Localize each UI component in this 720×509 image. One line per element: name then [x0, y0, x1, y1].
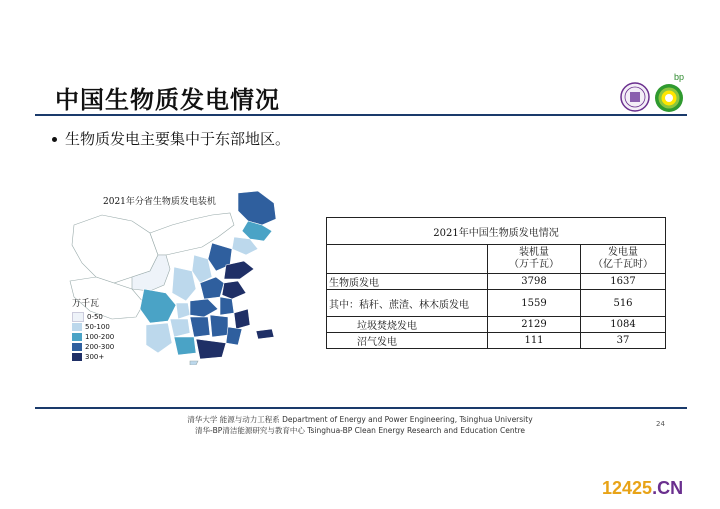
- table-caption: 2021年中国生物质发电情况: [327, 218, 666, 245]
- table-header-capacity: 装机量 （万千瓦）: [488, 245, 581, 274]
- page-number: 24: [656, 420, 665, 428]
- bp-logo-text: bp: [674, 72, 685, 82]
- table-cell-generation: 37: [581, 333, 666, 349]
- table-cell-label: 其中：秸秆、蔗渣、林木质发电: [327, 290, 488, 317]
- bullet-icon: [52, 137, 57, 142]
- legend-label: 300+: [85, 353, 105, 361]
- slide-title: 中国生物质发电情况: [55, 86, 280, 114]
- map-region-hainan: [190, 361, 198, 365]
- map-legend: [72, 296, 114, 362]
- map-region-guizhou: [170, 319, 190, 337]
- map-region-shaanxi: [172, 267, 196, 301]
- map-region-guangdong: [196, 339, 226, 359]
- legend-title: 万千瓦: [72, 299, 100, 309]
- table-header-row: [327, 245, 666, 274]
- table-row: [327, 274, 666, 290]
- table-cell-capacity: 3798: [488, 274, 581, 290]
- table-cell-generation: 1084: [581, 317, 666, 333]
- title-rule: [35, 114, 687, 116]
- table-cell-label: 沼气发电: [327, 333, 488, 349]
- map-region-heilongjiang: [238, 191, 276, 225]
- generation-table: [326, 217, 666, 349]
- table-header-generation: 发电量 （亿千瓦时）: [581, 245, 666, 274]
- table-row: [327, 333, 666, 349]
- table-cell-capacity: 2129: [488, 317, 581, 333]
- map-region-sichuan: [140, 289, 176, 323]
- table-row: [327, 290, 666, 317]
- legend-label: 100-200: [85, 333, 115, 341]
- map-region-chongqing: [176, 303, 190, 319]
- bullet-text: 生物质发电主要集中于东部地区。: [65, 130, 291, 148]
- bullet-point: [52, 128, 290, 149]
- map-region-hunan: [190, 317, 210, 337]
- legend-swatch: [72, 343, 82, 351]
- table-cell-capacity: 1559: [488, 290, 581, 317]
- legend-label: 200-300: [85, 343, 115, 351]
- map-region-fujian: [226, 327, 242, 345]
- legend-swatch: [72, 353, 82, 361]
- map-region-jiangsu: [222, 281, 246, 299]
- map-region-jilin: [242, 221, 272, 241]
- legend-swatch: [72, 333, 82, 341]
- legend-item: [72, 322, 114, 332]
- map-title: 2021年分省生物质发电装机: [103, 197, 216, 207]
- legend-item: [72, 312, 114, 322]
- map-region-jiangxi: [210, 315, 228, 337]
- site-watermark: [602, 478, 683, 499]
- footer-line-1: 清华大学 能源与动力工程系 Department of Energy and Power Engineering, Tsinghua University: [187, 415, 533, 424]
- bp-logo: [652, 72, 688, 114]
- table-cell-capacity: 111: [488, 333, 581, 349]
- legend-item: [72, 352, 114, 362]
- table-cell-label: 生物质发电: [327, 274, 488, 290]
- table-cell-generation: 1637: [581, 274, 666, 290]
- footer-rule: [35, 407, 687, 409]
- legend-label: 0-50: [87, 313, 103, 321]
- watermark-part-2: .CN: [652, 478, 684, 498]
- map-region-zhejiang: [234, 309, 250, 329]
- table-row: [327, 317, 666, 333]
- table-cell-label: 垃圾焚烧发电: [327, 317, 488, 333]
- map-region-taiwan: [256, 329, 274, 339]
- legend-label: 50-100: [85, 323, 110, 331]
- map-region-hubei: [190, 299, 218, 317]
- legend-swatch: [72, 323, 82, 331]
- map-region-guangxi: [174, 337, 196, 355]
- table-cell-generation: 516: [581, 290, 666, 317]
- watermark-part-1: 12425: [602, 478, 653, 498]
- map-region-yunnan: [146, 323, 172, 353]
- legend-item: [72, 342, 114, 352]
- legend-swatch: [72, 312, 84, 322]
- map-region-anhui: [220, 297, 234, 315]
- table-header-empty: [327, 245, 488, 274]
- table-caption-row: [327, 218, 666, 245]
- footer-line-2: 清华-BP清洁能源研究与教育中心 Tsinghua-BP Clean Energy Research and Education Centre: [194, 426, 526, 435]
- tsinghua-logo: [620, 82, 650, 112]
- legend-item: [72, 332, 114, 342]
